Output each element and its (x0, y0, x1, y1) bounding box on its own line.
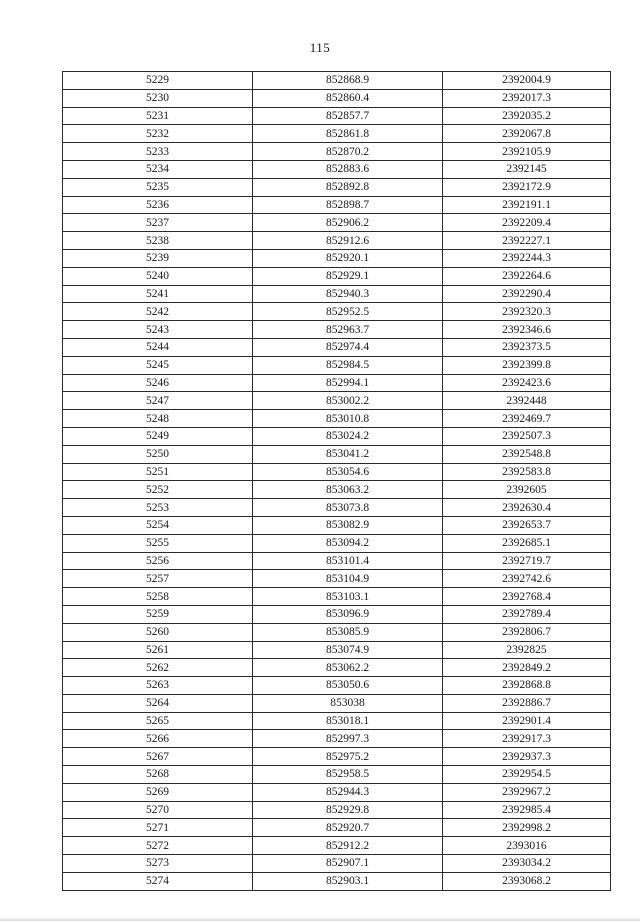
x-coordinate-cell: 852870.2 (253, 143, 443, 161)
point-id-cell: 5234 (63, 160, 253, 178)
point-id-cell: 5252 (63, 481, 253, 499)
point-id-cell: 5274 (63, 872, 253, 890)
y-coordinate-cell: 2392209.4 (443, 214, 611, 232)
y-coordinate-cell: 2392985.4 (443, 801, 611, 819)
point-id-cell: 5245 (63, 356, 253, 374)
point-id-cell: 5266 (63, 730, 253, 748)
x-coordinate-cell: 852883.6 (253, 160, 443, 178)
table-row (63, 356, 611, 374)
y-coordinate-cell: 2392346.6 (443, 321, 611, 339)
point-id-cell: 5271 (63, 819, 253, 837)
y-coordinate-cell: 2393034.2 (443, 855, 611, 873)
x-coordinate-cell: 852892.8 (253, 178, 443, 196)
table-row (63, 410, 611, 428)
x-coordinate-cell: 852861.8 (253, 125, 443, 143)
y-coordinate-cell: 2392105.9 (443, 143, 611, 161)
table-row (63, 766, 611, 784)
table-row (63, 588, 611, 606)
x-coordinate-cell: 852958.5 (253, 766, 443, 784)
x-coordinate-cell: 852912.2 (253, 837, 443, 855)
x-coordinate-cell: 853082.9 (253, 516, 443, 534)
point-id-cell: 5238 (63, 232, 253, 250)
table-row (63, 196, 611, 214)
scan-bottom-edge (0, 917, 640, 921)
y-coordinate-cell: 2392605 (443, 481, 611, 499)
page-number: 115 (309, 40, 331, 55)
table-row (63, 819, 611, 837)
x-coordinate-cell: 853094.2 (253, 534, 443, 552)
table-row (63, 267, 611, 285)
point-id-cell: 5270 (63, 801, 253, 819)
y-coordinate-cell: 2392901.4 (443, 712, 611, 730)
y-coordinate-cell: 2392967.2 (443, 783, 611, 801)
point-id-cell: 5240 (63, 267, 253, 285)
x-coordinate-cell: 852997.3 (253, 730, 443, 748)
x-coordinate-cell: 853062.2 (253, 659, 443, 677)
table-row (63, 872, 611, 890)
table-row (63, 445, 611, 463)
point-id-cell: 5262 (63, 659, 253, 677)
y-coordinate-cell: 2392583.8 (443, 463, 611, 481)
point-id-cell: 5249 (63, 427, 253, 445)
x-coordinate-cell: 853063.2 (253, 481, 443, 499)
x-coordinate-cell: 853101.4 (253, 552, 443, 570)
x-coordinate-cell: 853054.6 (253, 463, 443, 481)
table-row (63, 783, 611, 801)
y-coordinate-cell: 2392849.2 (443, 659, 611, 677)
table-row (63, 570, 611, 588)
y-coordinate-cell: 2392004.9 (443, 72, 611, 90)
y-coordinate-cell: 2392469.7 (443, 410, 611, 428)
table-row (63, 855, 611, 873)
x-coordinate-cell: 852868.9 (253, 72, 443, 90)
table-row (63, 659, 611, 677)
table-row (63, 623, 611, 641)
table-row (63, 392, 611, 410)
y-coordinate-cell: 2392373.5 (443, 338, 611, 356)
table-row (63, 232, 611, 250)
x-coordinate-cell: 852944.3 (253, 783, 443, 801)
y-coordinate-cell: 2392917.3 (443, 730, 611, 748)
point-id-cell: 5269 (63, 783, 253, 801)
y-coordinate-cell: 2392264.6 (443, 267, 611, 285)
point-id-cell: 5263 (63, 677, 253, 695)
x-coordinate-cell: 852975.2 (253, 748, 443, 766)
point-id-cell: 5231 (63, 107, 253, 125)
y-coordinate-cell: 2392172.9 (443, 178, 611, 196)
table-row (63, 712, 611, 730)
point-id-cell: 5259 (63, 605, 253, 623)
y-coordinate-cell: 2392998.2 (443, 819, 611, 837)
x-coordinate-cell: 852994.1 (253, 374, 443, 392)
y-coordinate-cell: 2393068.2 (443, 872, 611, 890)
point-id-cell: 5248 (63, 410, 253, 428)
y-coordinate-cell: 2392448 (443, 392, 611, 410)
x-coordinate-cell: 852929.1 (253, 267, 443, 285)
point-id-cell: 5273 (63, 855, 253, 873)
point-id-cell: 5272 (63, 837, 253, 855)
y-coordinate-cell: 2392719.7 (443, 552, 611, 570)
table-row (63, 285, 611, 303)
table-row (63, 730, 611, 748)
point-id-cell: 5255 (63, 534, 253, 552)
point-id-cell: 5244 (63, 338, 253, 356)
point-id-cell: 5251 (63, 463, 253, 481)
y-coordinate-cell: 2392825 (443, 641, 611, 659)
x-coordinate-cell: 853073.8 (253, 499, 443, 517)
table-row (63, 481, 611, 499)
table-row (63, 499, 611, 517)
table-row (63, 837, 611, 855)
point-id-cell: 5260 (63, 623, 253, 641)
coordinates-table (62, 71, 611, 891)
table-row (63, 641, 611, 659)
y-coordinate-cell: 2392768.4 (443, 588, 611, 606)
point-id-cell: 5256 (63, 552, 253, 570)
y-coordinate-cell: 2392868.8 (443, 677, 611, 695)
x-coordinate-cell: 853096.9 (253, 605, 443, 623)
table-row (63, 516, 611, 534)
point-id-cell: 5241 (63, 285, 253, 303)
x-coordinate-cell: 853002.2 (253, 392, 443, 410)
table-row (63, 72, 611, 90)
y-coordinate-cell: 2392423.6 (443, 374, 611, 392)
y-coordinate-cell: 2392789.4 (443, 605, 611, 623)
x-coordinate-cell: 852952.5 (253, 303, 443, 321)
y-coordinate-cell: 2392685.1 (443, 534, 611, 552)
x-coordinate-cell: 852912.6 (253, 232, 443, 250)
x-coordinate-cell: 852940.3 (253, 285, 443, 303)
x-coordinate-cell: 853041.2 (253, 445, 443, 463)
table-row (63, 249, 611, 267)
point-id-cell: 5265 (63, 712, 253, 730)
x-coordinate-cell: 853024.2 (253, 427, 443, 445)
x-coordinate-cell: 853050.6 (253, 677, 443, 695)
y-coordinate-cell: 2392227.1 (443, 232, 611, 250)
point-id-cell: 5230 (63, 89, 253, 107)
point-id-cell: 5258 (63, 588, 253, 606)
x-coordinate-cell: 853104.9 (253, 570, 443, 588)
table-row (63, 463, 611, 481)
table-row (63, 605, 611, 623)
y-coordinate-cell: 2392886.7 (443, 694, 611, 712)
y-coordinate-cell: 2392244.3 (443, 249, 611, 267)
point-id-cell: 5268 (63, 766, 253, 784)
table-row (63, 160, 611, 178)
y-coordinate-cell: 2392548.8 (443, 445, 611, 463)
x-coordinate-cell: 853010.8 (253, 410, 443, 428)
point-id-cell: 5264 (63, 694, 253, 712)
y-coordinate-cell: 2392320.3 (443, 303, 611, 321)
table-row (63, 801, 611, 819)
point-id-cell: 5232 (63, 125, 253, 143)
y-coordinate-cell: 2392290.4 (443, 285, 611, 303)
y-coordinate-cell: 2392017.3 (443, 89, 611, 107)
point-id-cell: 5254 (63, 516, 253, 534)
table-row (63, 143, 611, 161)
point-id-cell: 5235 (63, 178, 253, 196)
coordinates-table-body (63, 72, 611, 891)
point-id-cell: 5261 (63, 641, 253, 659)
y-coordinate-cell: 2392630.4 (443, 499, 611, 517)
table-row (63, 694, 611, 712)
y-coordinate-cell: 2392954.5 (443, 766, 611, 784)
x-coordinate-cell: 852898.7 (253, 196, 443, 214)
y-coordinate-cell: 2393016 (443, 837, 611, 855)
y-coordinate-cell: 2392067.8 (443, 125, 611, 143)
table-row (63, 677, 611, 695)
point-id-cell: 5233 (63, 143, 253, 161)
table-row (63, 338, 611, 356)
x-coordinate-cell: 852907.1 (253, 855, 443, 873)
y-coordinate-cell: 2392145 (443, 160, 611, 178)
y-coordinate-cell: 2392742.6 (443, 570, 611, 588)
point-id-cell: 5257 (63, 570, 253, 588)
x-coordinate-cell: 852906.2 (253, 214, 443, 232)
table-row (63, 89, 611, 107)
point-id-cell: 5239 (63, 249, 253, 267)
point-id-cell: 5250 (63, 445, 253, 463)
table-row (63, 303, 611, 321)
table-row (63, 534, 611, 552)
x-coordinate-cell: 853018.1 (253, 712, 443, 730)
table-row (63, 178, 611, 196)
point-id-cell: 5247 (63, 392, 253, 410)
y-coordinate-cell: 2392653.7 (443, 516, 611, 534)
x-coordinate-cell: 852974.4 (253, 338, 443, 356)
point-id-cell: 5246 (63, 374, 253, 392)
point-id-cell: 5242 (63, 303, 253, 321)
x-coordinate-cell: 852857.7 (253, 107, 443, 125)
table-row (63, 214, 611, 232)
x-coordinate-cell: 852963.7 (253, 321, 443, 339)
y-coordinate-cell: 2392507.3 (443, 427, 611, 445)
y-coordinate-cell: 2392806.7 (443, 623, 611, 641)
table-row (63, 374, 611, 392)
point-id-cell: 5253 (63, 499, 253, 517)
y-coordinate-cell: 2392191.1 (443, 196, 611, 214)
y-coordinate-cell: 2392035.2 (443, 107, 611, 125)
x-coordinate-cell: 853085.9 (253, 623, 443, 641)
x-coordinate-cell: 852984.5 (253, 356, 443, 374)
table-row (63, 107, 611, 125)
table-row (63, 748, 611, 766)
table-row (63, 125, 611, 143)
y-coordinate-cell: 2392937.3 (443, 748, 611, 766)
x-coordinate-cell: 852860.4 (253, 89, 443, 107)
x-coordinate-cell: 852929.8 (253, 801, 443, 819)
point-id-cell: 5267 (63, 748, 253, 766)
x-coordinate-cell: 852903.1 (253, 872, 443, 890)
table-row (63, 427, 611, 445)
table-row (63, 321, 611, 339)
table-row (63, 552, 611, 570)
point-id-cell: 5229 (63, 72, 253, 90)
x-coordinate-cell: 853103.1 (253, 588, 443, 606)
y-coordinate-cell: 2392399.8 (443, 356, 611, 374)
x-coordinate-cell: 853038 (253, 694, 443, 712)
x-coordinate-cell: 852920.1 (253, 249, 443, 267)
x-coordinate-cell: 853074.9 (253, 641, 443, 659)
point-id-cell: 5236 (63, 196, 253, 214)
x-coordinate-cell: 852920.7 (253, 819, 443, 837)
point-id-cell: 5237 (63, 214, 253, 232)
point-id-cell: 5243 (63, 321, 253, 339)
